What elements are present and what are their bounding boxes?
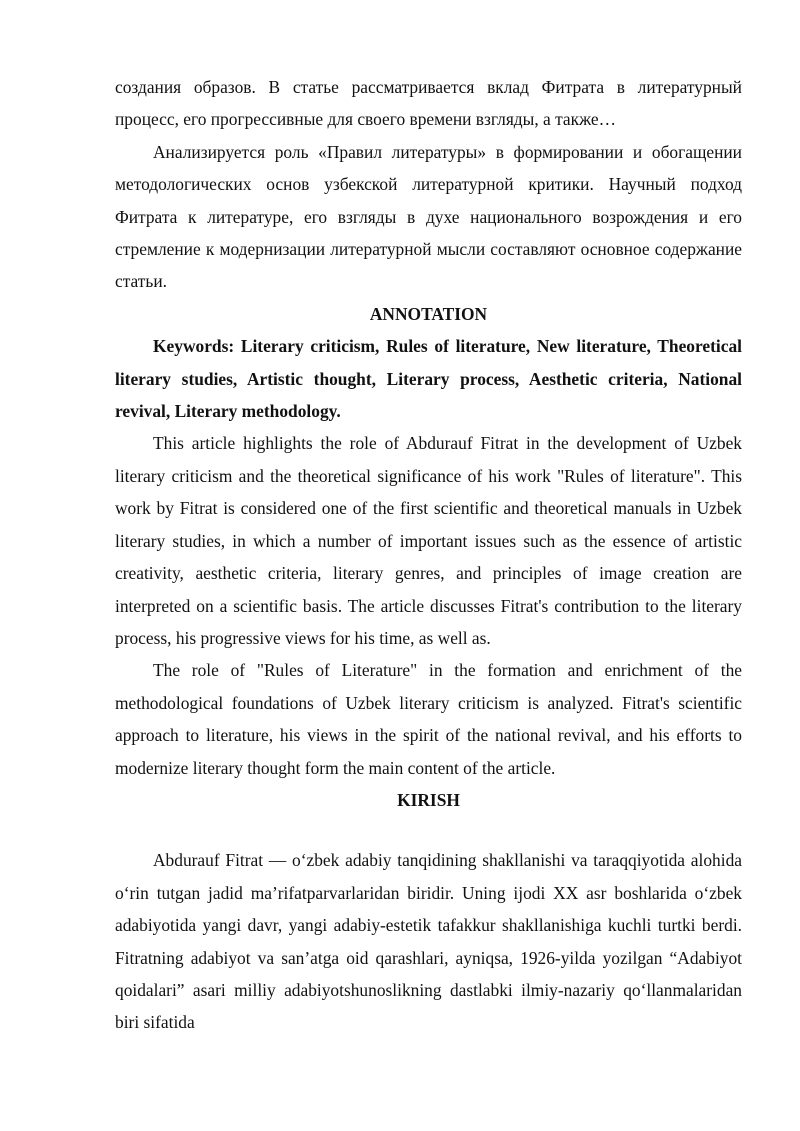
introduction-paragraph-1: Abdurauf Fitrat — o‘zbek adabiy tanqidining shakllanishi va taraqqiyotida alohida o‘rin tutgan jadid ma’rifatparvarlaridan biridir. Uning ijodi XX asr boshlarida o‘zbek adabiyotida yangi davr, yangi adabiy-estetik tafakkur shakllanishiga kuchli turtki berdi. Fitratning adabiyot va san’atga oid qarashlari, ayniqsa, 1926-yilda yozilgan “Adabiyot qoidalari” asari milliy adabiyotshunoslikning dastlabki ilmiy-nazariy qo‘llanmalaridan biri sifatida	[115, 850, 742, 1033]
keywords-paragraph: Keywords: Literary criticism, Rules of literature, New literature, Theoretical literary studies, Artistic thought, Literary process, Aesthetic criteria, National revival, Literary methodology.	[115, 336, 742, 422]
ru-annotation-paragraph-2: Анализируется роль «Правил литературы» в формировании и обогащении методологических основ узбекской литературной критики. Научный подход Фитрата к литературе, его взгляды в духе национального возрождения и его стремление к модернизации литературной мысли составляют основное содержание статьи.	[115, 141, 742, 292]
kirish-heading: KIRISH	[397, 789, 460, 810]
en-annotation-paragraph-2: The role of "Rules of Literature" in the formation and enrichment of the methodological foundations of Uzbek literary criticism is analyzed. Fitrat's scientific approach to literature, his views in the spirit of the national revival, and his efforts to modernize literary thought form the main content of the article.	[115, 660, 742, 778]
section-spacer	[115, 816, 742, 844]
annotation-heading: ANNOTATION	[369, 303, 488, 324]
document-page	[115, 71, 742, 1039]
en-annotation-paragraph-1: This article highlights the role of Abdurauf Fitrat in the development of Uzbek literary criticism and the theoretical significance of his work "Rules of literature". This work by Fitrat is considered one of the first scientific and theoretical manuals in Uzbek literary studies, in which a number of important issues such as the essence of artistic creativity, aesthetic criteria, literary genres, and principles of image creation are interpreted on a scientific basis. The article discusses Fitrat's contribution to the literary process, his progressive views for his time, as well as.	[115, 433, 742, 648]
ru-annotation-paragraph-1-tail: создания образов. В статье рассматривается вклад Фитрата в литературный процесс, его прогрессивные для своего времени взгляды, а также…	[115, 77, 742, 130]
